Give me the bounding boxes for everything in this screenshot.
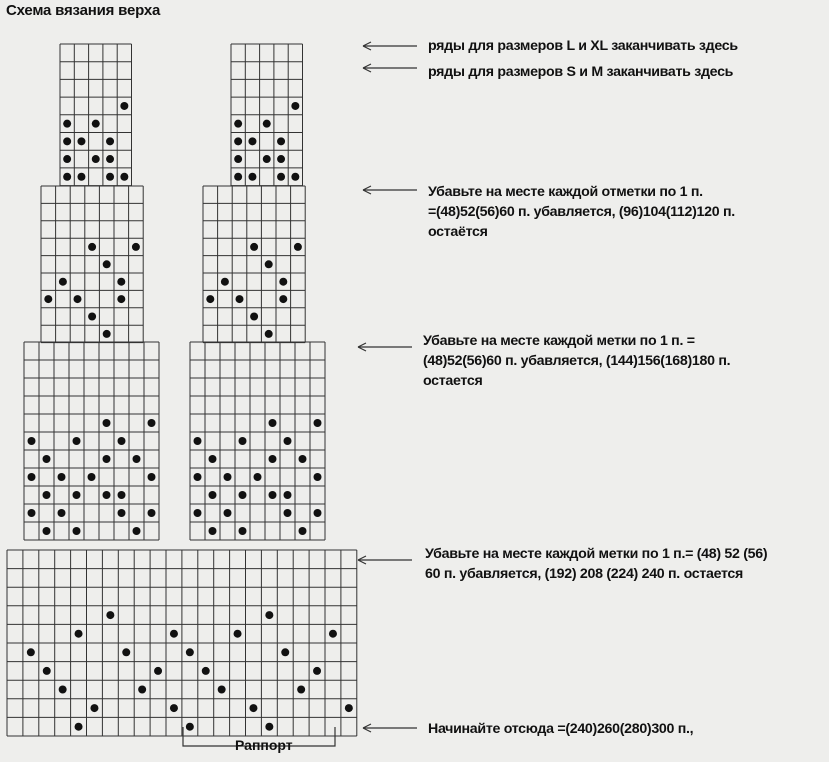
chart-dot — [77, 137, 85, 145]
chart-dot — [284, 491, 292, 499]
chart-dot — [314, 509, 322, 517]
chart-dot — [186, 648, 194, 656]
arrow-icon — [363, 724, 417, 732]
chart-dot — [118, 509, 126, 517]
chart-dot — [120, 173, 128, 181]
chart-dot — [138, 686, 146, 694]
chart-dot — [88, 243, 96, 251]
chart-dot — [132, 243, 140, 251]
chart-dot — [202, 667, 210, 675]
chart-dot — [254, 473, 262, 481]
chart-dot — [265, 723, 273, 731]
chart-dot — [284, 509, 292, 517]
chart-dot — [221, 278, 229, 286]
chart-dot — [148, 509, 156, 517]
chart-dot — [58, 473, 66, 481]
chart-dot — [28, 473, 36, 481]
chart-dot — [117, 278, 125, 286]
arrow-icon — [358, 343, 412, 351]
chart-dot — [106, 611, 114, 619]
note-decrease-1-line-2: =(48)52(56)60 п. убавляется, (96)104(112)120 п. — [428, 204, 735, 220]
chart-dot — [209, 491, 217, 499]
chart-dot — [291, 173, 299, 181]
chart-dot — [58, 509, 66, 517]
chart-dot — [63, 155, 71, 163]
chart-dot — [277, 155, 285, 163]
section-1-block-1 — [60, 44, 132, 186]
note-size-sm: ряды для размеров S и M заканчивать здесь — [428, 64, 734, 80]
chart-dot — [249, 704, 257, 712]
arrow-icon — [363, 42, 417, 50]
repeat-label: Раппорт — [235, 737, 293, 753]
chart-dot — [43, 455, 51, 463]
chart-dot — [90, 704, 98, 712]
chart-dot — [103, 330, 111, 338]
chart-dot — [248, 173, 256, 181]
chart-dot — [279, 278, 287, 286]
chart-dot — [59, 278, 67, 286]
note-decrease-2-line-2: (48)52(56)60 п. убавляется, (144)156(168)180 п. — [423, 353, 731, 369]
chart-dot — [250, 243, 258, 251]
chart-dot — [194, 509, 202, 517]
chart-dot — [63, 120, 71, 128]
chart-dot — [263, 120, 271, 128]
chart-dot — [239, 527, 247, 535]
chart-dot — [209, 527, 217, 535]
chart-dot — [117, 295, 125, 303]
note-decrease-1-line-1: Убавьте на месте каждой отметки по 1 п. — [428, 184, 703, 200]
chart-dot — [106, 137, 114, 145]
chart-dot — [291, 102, 299, 110]
section-1-block-2 — [231, 44, 303, 186]
chart-dot — [314, 473, 322, 481]
chart-dot — [269, 491, 277, 499]
chart-dot — [106, 173, 114, 181]
section-3-block-2 — [190, 342, 325, 540]
chart-dot — [75, 630, 83, 638]
chart-dot — [148, 473, 156, 481]
chart-dot — [103, 419, 111, 427]
chart-dot — [239, 491, 247, 499]
chart-dot — [88, 313, 96, 321]
chart-dot — [103, 455, 111, 463]
chart-dot — [133, 455, 141, 463]
chart-dot — [206, 295, 214, 303]
chart-dot — [284, 437, 292, 445]
chart-dot — [277, 137, 285, 145]
note-decrease-3-line-2: 60 п. убавляется, (192) 208 (224) 240 п. остается — [425, 566, 744, 582]
chart-dot — [194, 437, 202, 445]
chart-dot — [224, 509, 232, 517]
chart-dot — [170, 704, 178, 712]
chart-dot — [103, 260, 111, 268]
chart-dot — [73, 437, 81, 445]
chart-dot — [63, 137, 71, 145]
section-3-block-1 — [24, 342, 159, 540]
chart-dot — [279, 295, 287, 303]
chart-dot — [28, 509, 36, 517]
note-decrease-1-line-3: остаётся — [428, 224, 488, 240]
note-start-here: Начинайте отсюда =(240)260(280)300 п., — [428, 721, 694, 737]
chart-dot — [44, 295, 52, 303]
chart-dot — [43, 667, 51, 675]
chart-dot — [329, 630, 337, 638]
chart-dot — [265, 330, 273, 338]
chart-dot — [250, 313, 258, 321]
note-decrease-2-line-3: остается — [423, 373, 483, 389]
chart-dot — [265, 260, 273, 268]
chart-dot — [88, 473, 96, 481]
chart-dot — [194, 473, 202, 481]
chart-dot — [75, 723, 83, 731]
chart-dot — [281, 648, 289, 656]
chart-dot — [269, 419, 277, 427]
chart-dot — [92, 120, 100, 128]
chart-dot — [106, 155, 114, 163]
chart-dot — [236, 295, 244, 303]
chart-dot — [269, 455, 277, 463]
chart-dot — [77, 173, 85, 181]
chart-dot — [118, 491, 126, 499]
chart-dot — [218, 686, 226, 694]
note-size-lxl: ряды для размеров L и XL заканчивать здесь — [428, 38, 738, 54]
chart-dot — [239, 437, 247, 445]
chart-title: Схема вязания верха — [6, 2, 161, 19]
chart-dot — [263, 155, 271, 163]
chart-dot — [154, 667, 162, 675]
note-decrease-3-line-1: Убавьте на месте каждой метки по 1 п.= (48) 52 (56) — [425, 546, 768, 562]
chart-dot — [59, 686, 67, 694]
chart-dot — [234, 173, 242, 181]
chart-dot — [148, 419, 156, 427]
chart-dot — [299, 527, 307, 535]
chart-dot — [43, 527, 51, 535]
chart-dot — [28, 437, 36, 445]
chart-dot — [297, 686, 305, 694]
arrow-icon — [358, 556, 412, 564]
chart-dot — [43, 491, 51, 499]
chart-dot — [234, 630, 242, 638]
chart-dot — [73, 491, 81, 499]
chart-dot — [277, 173, 285, 181]
chart-dot — [73, 527, 81, 535]
chart-dot — [92, 155, 100, 163]
chart-dot — [345, 704, 353, 712]
arrow-icon — [363, 64, 417, 72]
chart-dot — [170, 630, 178, 638]
chart-dot — [234, 120, 242, 128]
chart-dot — [248, 137, 256, 145]
chart-dot — [122, 648, 130, 656]
chart-dot — [234, 137, 242, 145]
chart-dot — [294, 243, 302, 251]
arrow-icon — [363, 186, 417, 194]
chart-dot — [186, 723, 194, 731]
chart-dot — [74, 295, 82, 303]
chart-dot — [265, 611, 273, 619]
chart-dot — [314, 419, 322, 427]
chart-dot — [103, 491, 111, 499]
chart-dot — [118, 437, 126, 445]
section-4-grid — [7, 550, 357, 736]
chart-dot — [120, 102, 128, 110]
chart-dot — [209, 455, 217, 463]
note-decrease-2-line-1: Убавьте на месте каждой метки по 1 п. = — [423, 333, 695, 349]
chart-dot — [299, 455, 307, 463]
chart-dot — [27, 648, 35, 656]
chart-dot — [313, 667, 321, 675]
chart-dot — [133, 527, 141, 535]
chart-dot — [224, 473, 232, 481]
chart-dot — [234, 155, 242, 163]
chart-dot — [63, 173, 71, 181]
